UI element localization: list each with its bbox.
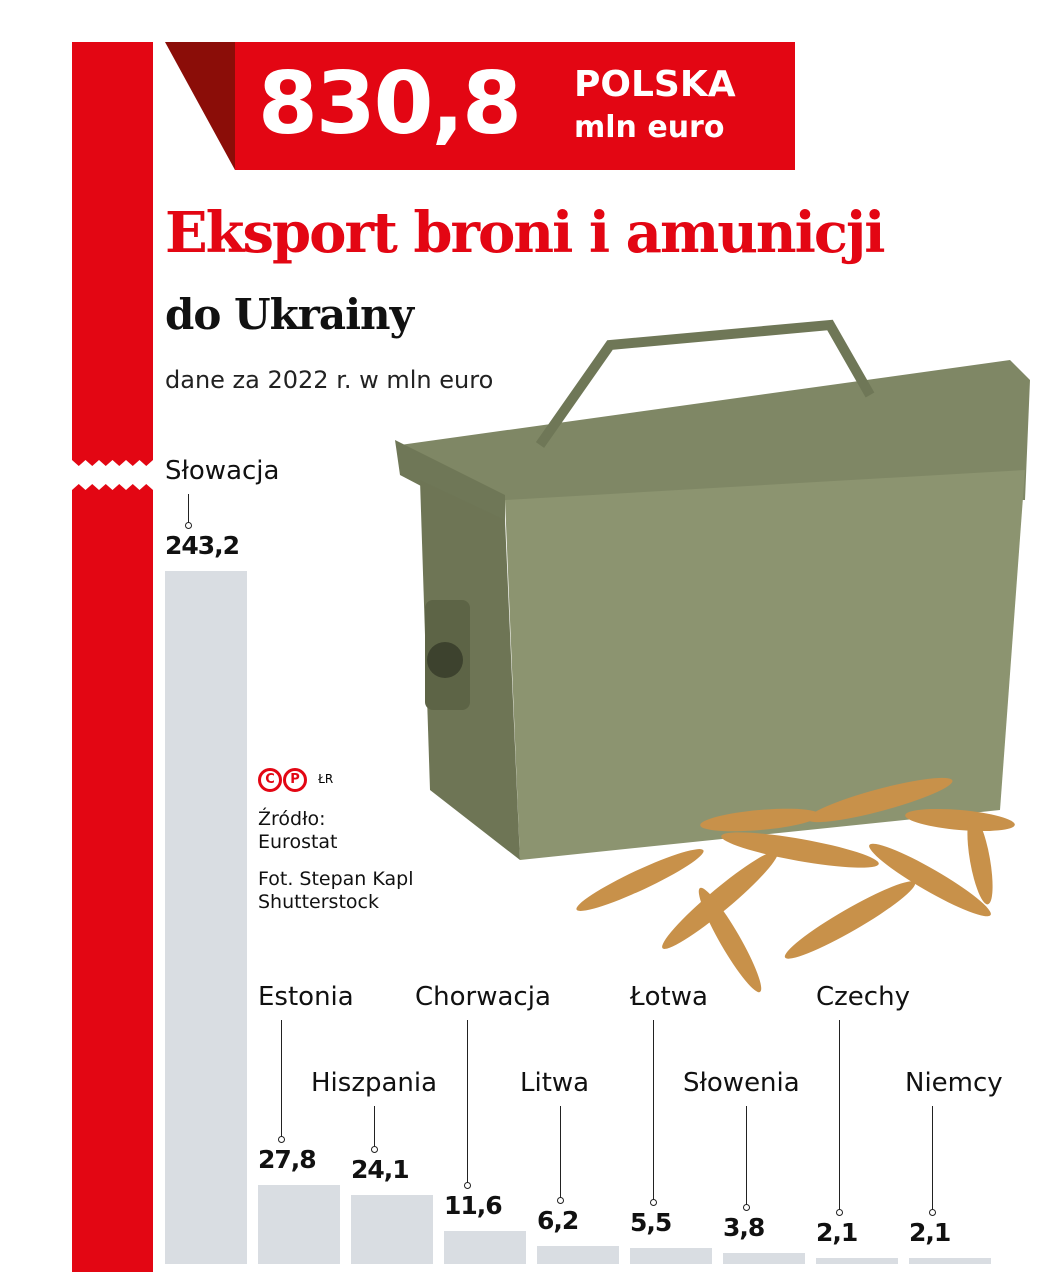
leader-dot xyxy=(464,1182,471,1189)
leader-line xyxy=(746,1106,747,1207)
country-label: Chorwacja xyxy=(415,982,551,1012)
source-name: Eurostat xyxy=(258,831,338,853)
leader-line xyxy=(281,1020,282,1139)
total-value: 830,8 xyxy=(258,54,521,154)
banner-fold xyxy=(165,42,235,170)
photo-credit xyxy=(258,868,414,914)
leader-line xyxy=(653,1020,654,1202)
leader-line xyxy=(467,1020,468,1185)
data-note: dane za 2022 r. w mln euro xyxy=(165,366,494,394)
bar-0 xyxy=(165,571,247,1264)
leader-dot xyxy=(929,1209,936,1216)
country-label: Słowacja xyxy=(165,456,280,486)
leader-dot xyxy=(278,1136,285,1143)
leader-line xyxy=(374,1106,375,1149)
bar-6 xyxy=(723,1253,805,1264)
p-icon: P xyxy=(283,768,307,792)
value-label: 27,8 xyxy=(258,1144,316,1174)
country-label: Estonia xyxy=(258,982,354,1012)
country-label: Czechy xyxy=(816,982,910,1012)
country-label: Litwa xyxy=(520,1068,590,1098)
c-icon: C xyxy=(258,768,282,792)
leader-line xyxy=(560,1106,561,1200)
source-label: Źródło: xyxy=(258,808,326,830)
page-subtitle: do Ukrainy xyxy=(165,290,413,339)
photo-author: Fot. Stepan Kapl xyxy=(258,868,414,890)
bar-2 xyxy=(351,1195,433,1264)
leader-line xyxy=(839,1020,840,1212)
bar-5 xyxy=(630,1248,712,1264)
page-title: Eksport broni i amunicji xyxy=(165,200,884,266)
value-label: 24,1 xyxy=(351,1155,409,1185)
country-label: Słowenia xyxy=(683,1068,800,1098)
value-label: 243,2 xyxy=(165,531,240,560)
country-label: Łotwa xyxy=(630,982,708,1012)
leader-line xyxy=(932,1106,933,1212)
leader-line xyxy=(188,494,189,525)
bar-3 xyxy=(444,1231,526,1264)
leader-dot xyxy=(185,522,192,529)
leader-dot xyxy=(836,1209,843,1216)
bar-8 xyxy=(909,1258,991,1264)
country-label: Hiszpania xyxy=(311,1068,438,1098)
author-initials: ŁR xyxy=(318,772,334,786)
value-label: 6,2 xyxy=(537,1206,579,1236)
source-credit xyxy=(258,808,338,854)
bar-1 xyxy=(258,1185,340,1264)
value-label: 11,6 xyxy=(444,1190,502,1220)
total-country: POLSKA xyxy=(574,64,736,105)
value-label: 5,5 xyxy=(630,1208,672,1238)
copyright-logo xyxy=(258,768,333,792)
value-label: 2,1 xyxy=(816,1218,858,1248)
bar-7 xyxy=(816,1258,898,1264)
value-label: 3,8 xyxy=(723,1213,765,1243)
country-label: Niemcy xyxy=(905,1068,1003,1098)
bar-4 xyxy=(537,1246,619,1264)
photo-agency: Shutterstock xyxy=(258,891,379,913)
total-unit: mln euro xyxy=(574,110,725,145)
red-side-strip xyxy=(72,42,153,1272)
value-label: 2,1 xyxy=(909,1218,951,1248)
